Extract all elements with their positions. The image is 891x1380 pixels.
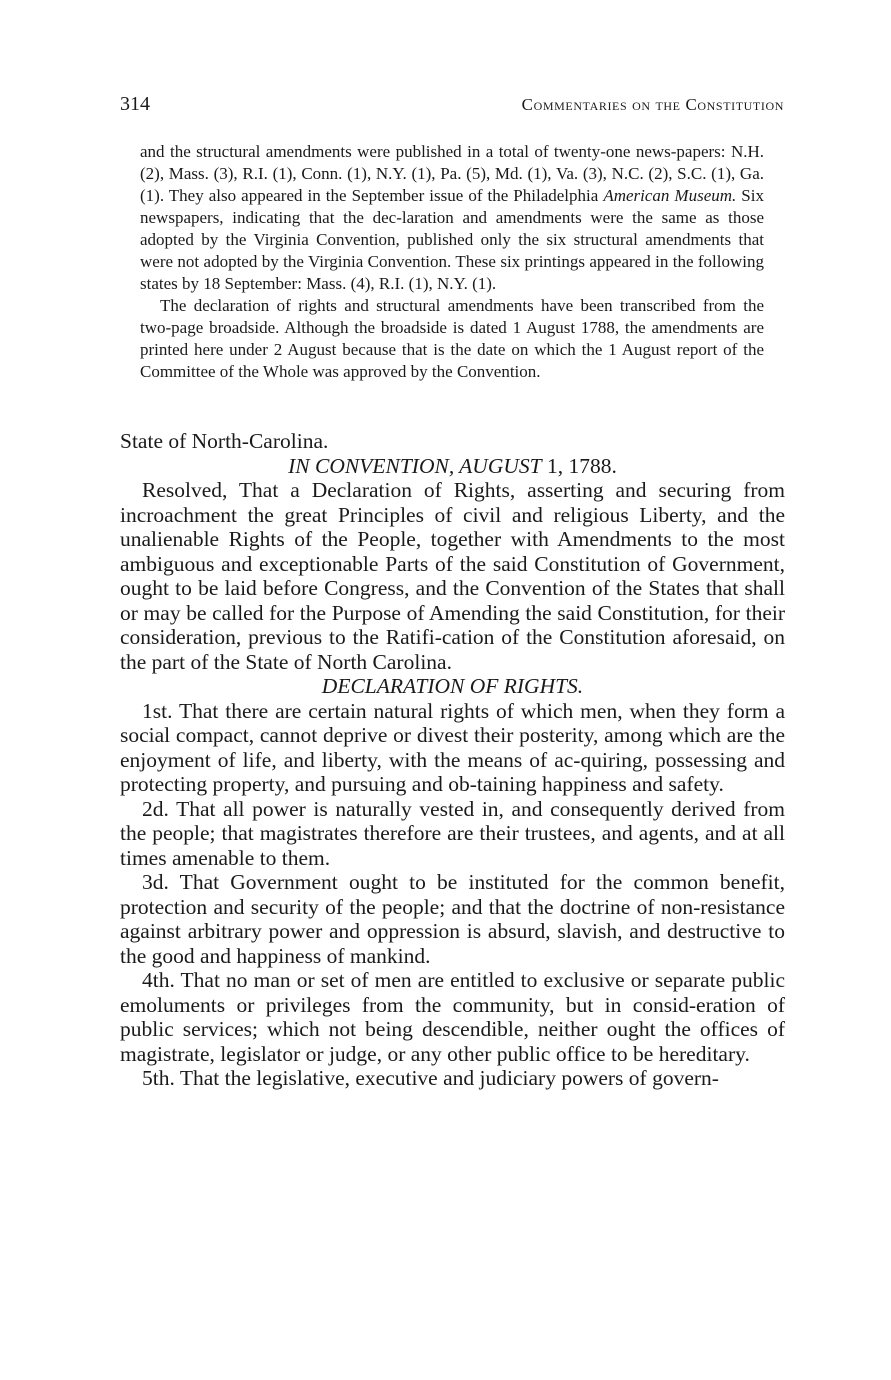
running-head: Commentaries on the Constitution bbox=[521, 95, 784, 114]
convention-heading-italic: IN CONVENTION, AUGUST bbox=[288, 453, 542, 478]
note-paragraph-2: The declaration of rights and structural amendments have been transcribed from the two-page broadside. Although the broadside is dated 1 August 1788, the amendments are printed here under 2 August because that is the date on which the 1 August report of the Committee of the Whole was approved by the Convention. bbox=[140, 296, 764, 381]
editorial-note bbox=[140, 141, 764, 383]
article-3: 3d. That Government ought to be instituted for the common benefit, protection and security of the people; and that the doctrine of non-resistance against arbitrary power and oppression is absurd, slavish, and destructive to the good and happiness of mankind. bbox=[120, 870, 785, 968]
note-p1-text-b: Six newspapers, indicating that the dec-laration and amendments were the same as those adopted by the Virginia Convention, published only the six structural amendments that were not adopted by the Virginia Convention. These six printings appeared in the following states by 18 September: Mass. (4), R.I. (1), N.Y. (1). bbox=[140, 186, 764, 293]
note-p1-italic: American Museum. bbox=[603, 186, 737, 205]
note-p1-text-a: and the structural amendments were published in a total of twenty-one news-papers: N.H. (2), Mass. (3), R.I. (1), Conn. (1), N.Y. (1), Pa. (5), Md. (1), Va. (3), N.C. (2), S.C. (1), Ga. (1). They also appeared in the September issue of the Philadelphia bbox=[140, 142, 764, 205]
convention-heading bbox=[120, 454, 785, 479]
page-header bbox=[120, 93, 784, 119]
convention-heading-date: 1, 1788. bbox=[541, 453, 617, 478]
article-5: 5th. That the legislative, executive and judiciary powers of govern- bbox=[142, 1066, 719, 1090]
note-paragraph-1 bbox=[140, 141, 764, 295]
declaration-heading: DECLARATION OF RIGHTS. bbox=[321, 674, 584, 698]
article-4: 4th. That no man or set of men are entitled to exclusive or separate public emoluments or privileges from the community, but in consid-eration of public services; which not being descendible, neither ought the offices of magistrate, legislator or judge, or any other public office to be hereditary. bbox=[120, 968, 785, 1066]
page-number: 314 bbox=[120, 93, 150, 115]
article-2: 2d. That all power is naturally vested in, and consequently derived from the people; that magistrates therefore are their trustees, and agents, and at all times amenable to them. bbox=[120, 796, 785, 870]
resolution-paragraph: Resolved, That a Declaration of Rights, asserting and securing from incroachment the great Principles of civil and religious Liberty, and the unalienable Rights of the People, together with Amendments to the most ambiguous and exceptionable Parts of the said Constitution of Government, ought to be laid before Congress, and the Convention of the States that shall or may be called for the Purpose of Amending the said Constitution, for their consideration, previous to the Ratifi-cation of the Constitution aforesaid, on the part of the State of North Carolina. bbox=[120, 478, 785, 674]
article-1: 1st. That there are certain natural rights of which men, when they form a social compact, cannot deprive or divest their posterity, among which are the enjoyment of life, and liberty, with the means of ac-quiring, possessing and protecting property, and pursuing and ob-taining happiness and safety. bbox=[120, 698, 785, 796]
document-body bbox=[120, 429, 785, 1091]
state-heading: State of North-Carolina. bbox=[120, 429, 329, 453]
